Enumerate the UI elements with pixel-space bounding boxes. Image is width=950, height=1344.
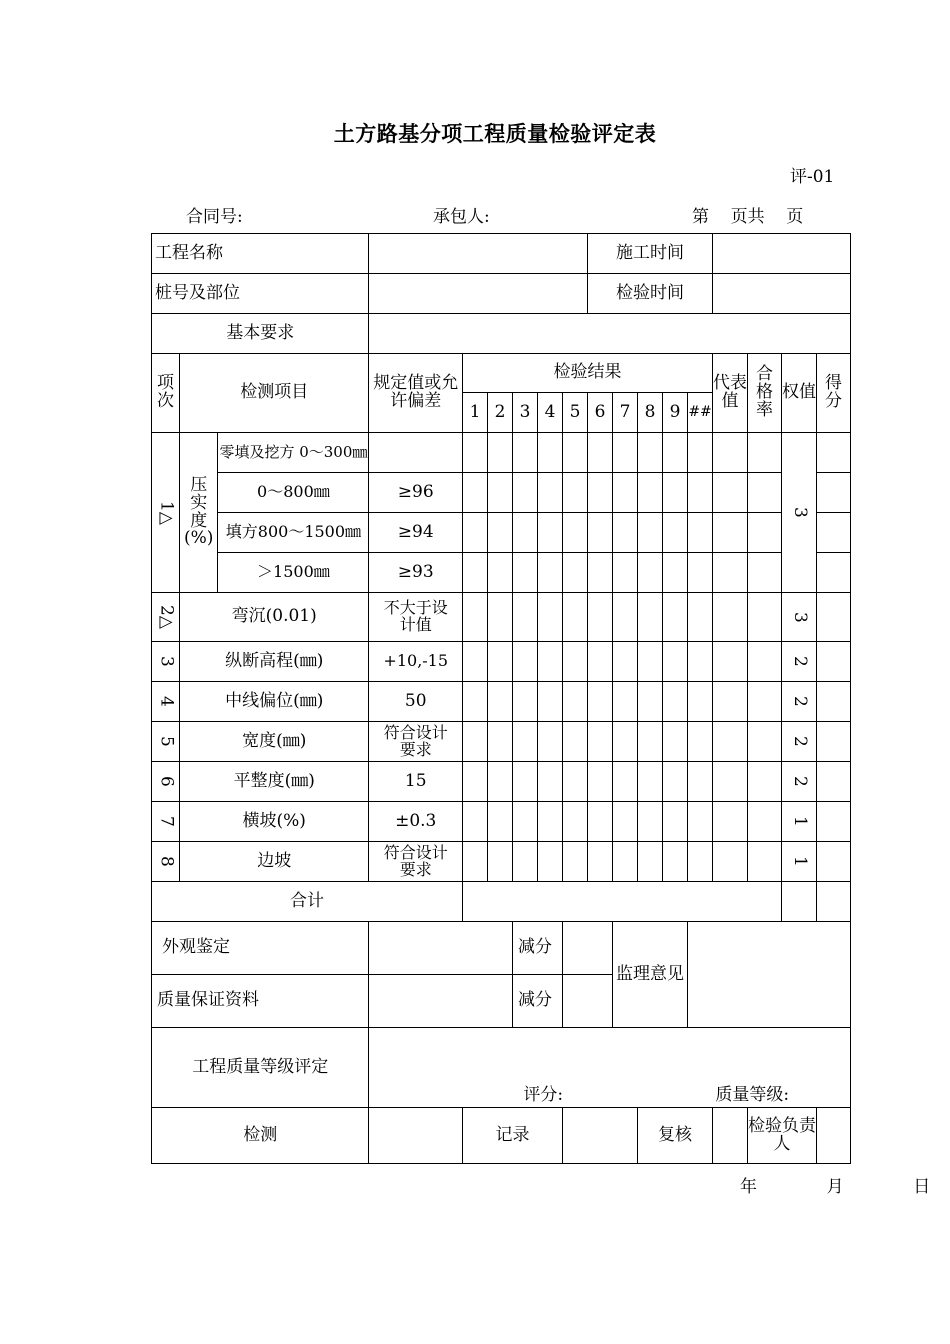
item-result-cell[interactable] bbox=[588, 802, 613, 842]
item-result-cell[interactable] bbox=[638, 762, 663, 802]
result-col-2: 2 bbox=[488, 393, 513, 433]
item-result-cell[interactable] bbox=[513, 642, 538, 682]
compact-result-cell[interactable] bbox=[713, 513, 748, 553]
compact-result-cell[interactable] bbox=[688, 433, 713, 473]
item-result-cell[interactable] bbox=[513, 842, 538, 882]
item-result-cell[interactable] bbox=[713, 762, 748, 802]
result-col-5: 5 bbox=[563, 393, 588, 433]
item-result-cell[interactable] bbox=[563, 642, 588, 682]
compact-result-cell[interactable] bbox=[538, 553, 563, 593]
item-result-cell[interactable] bbox=[663, 842, 688, 882]
item-result-cell[interactable] bbox=[713, 802, 748, 842]
item-no: 8 bbox=[152, 842, 180, 882]
item-result-cell[interactable] bbox=[563, 682, 588, 722]
supervisor-field[interactable] bbox=[688, 922, 851, 1028]
item-no: 5 bbox=[152, 722, 180, 762]
deduct-field[interactable] bbox=[563, 975, 613, 1028]
station-field[interactable] bbox=[369, 274, 588, 314]
compact-result-cell[interactable] bbox=[588, 433, 613, 473]
compact-result-cell[interactable] bbox=[488, 513, 513, 553]
result-col-4: 4 bbox=[538, 393, 563, 433]
item-name: 中线偏位(㎜) bbox=[180, 682, 369, 722]
item-result-cell[interactable] bbox=[488, 722, 513, 762]
item-weight: 1 bbox=[782, 842, 817, 882]
item-result-cell[interactable] bbox=[463, 722, 488, 762]
date-line: 年 月 日 bbox=[740, 1177, 931, 1197]
compact-sub-spec: ≥94 bbox=[369, 513, 463, 553]
item-result-cell[interactable] bbox=[748, 593, 782, 642]
appearance-label: 外观鉴定 bbox=[152, 922, 369, 975]
deduct-label: 减分 bbox=[513, 975, 563, 1028]
item-result-cell[interactable] bbox=[613, 593, 638, 642]
compact-result-cell[interactable] bbox=[588, 473, 613, 513]
basic-req-field[interactable] bbox=[369, 314, 851, 354]
item-result-cell[interactable] bbox=[613, 642, 638, 682]
compact-result-cell[interactable] bbox=[513, 473, 538, 513]
item-result-cell[interactable] bbox=[488, 682, 513, 722]
compact-result-cell[interactable] bbox=[613, 433, 638, 473]
deduct-field[interactable] bbox=[563, 922, 613, 975]
item-result-cell[interactable] bbox=[713, 722, 748, 762]
item-result-cell[interactable] bbox=[713, 642, 748, 682]
item-result-cell[interactable] bbox=[748, 762, 782, 802]
compact-result-cell[interactable] bbox=[613, 513, 638, 553]
compact-result-cell[interactable] bbox=[713, 553, 748, 593]
compact-result-cell[interactable] bbox=[463, 513, 488, 553]
compact-result-cell[interactable] bbox=[748, 433, 782, 473]
item-result-cell[interactable] bbox=[488, 593, 513, 642]
sign-test-field[interactable] bbox=[369, 1108, 463, 1164]
compact-sub-name: 0～800㎜ bbox=[218, 473, 369, 513]
sign-record-field[interactable] bbox=[563, 1108, 638, 1164]
construction-time-label: 施工时间 bbox=[588, 234, 713, 274]
item-result-cell[interactable] bbox=[748, 842, 782, 882]
item-result-cell[interactable] bbox=[663, 802, 688, 842]
col-test-item: 检测项目 bbox=[180, 354, 369, 433]
item-spec: 符合设计要求 bbox=[369, 722, 463, 762]
page-label: 第 页共 页 bbox=[692, 207, 804, 227]
item-result-cell[interactable] bbox=[488, 762, 513, 802]
col-pass: 合格率 bbox=[748, 354, 782, 433]
basic-req-label: 基本要求 bbox=[152, 314, 369, 354]
compact-result-cell[interactable] bbox=[663, 473, 688, 513]
compact-sub-spec: ≥96 bbox=[369, 473, 463, 513]
item-result-cell[interactable] bbox=[613, 722, 638, 762]
supervisor-label: 监理意见 bbox=[613, 922, 688, 1028]
sign-head-field[interactable] bbox=[817, 1108, 851, 1164]
compact-result-cell[interactable] bbox=[663, 433, 688, 473]
compact-sub-name: 零填及挖方 0～300㎜ bbox=[218, 433, 369, 473]
total-label: 合计 bbox=[152, 882, 463, 922]
item-result-cell[interactable] bbox=[588, 762, 613, 802]
item-result-cell[interactable] bbox=[538, 722, 563, 762]
col-results: 检验结果 bbox=[463, 354, 713, 393]
col-spec: 规定值或允许偏差 bbox=[369, 354, 463, 433]
form-code: 评-01 bbox=[790, 167, 835, 187]
sign-record-label: 记录 bbox=[463, 1108, 563, 1164]
compact-sub-spec: ≥93 bbox=[369, 553, 463, 593]
inspection-time-label: 检验时间 bbox=[588, 274, 713, 314]
compact-result-cell[interactable] bbox=[588, 513, 613, 553]
compact-result-cell[interactable] bbox=[638, 433, 663, 473]
item-result-cell[interactable] bbox=[513, 593, 538, 642]
compact-result-cell[interactable] bbox=[638, 513, 663, 553]
total-weight bbox=[782, 882, 817, 922]
total-field[interactable] bbox=[463, 882, 782, 922]
item-result-cell[interactable] bbox=[748, 722, 782, 762]
compact-result-cell[interactable] bbox=[563, 513, 588, 553]
compact-result-cell[interactable] bbox=[463, 433, 488, 473]
item-result-cell[interactable] bbox=[463, 802, 488, 842]
compact-score[interactable] bbox=[817, 473, 851, 513]
col-item-no: 项次 bbox=[152, 354, 180, 433]
item-weight: 2 bbox=[782, 762, 817, 802]
compact-result-cell[interactable] bbox=[588, 553, 613, 593]
item-result-cell[interactable] bbox=[638, 642, 663, 682]
item-result-cell[interactable] bbox=[538, 593, 563, 642]
compact-result-cell[interactable] bbox=[513, 433, 538, 473]
item-spec: +10,-15 bbox=[369, 642, 463, 682]
item-score[interactable] bbox=[817, 722, 851, 762]
item-result-cell[interactable] bbox=[538, 802, 563, 842]
grade-label: 质量等级: bbox=[715, 1085, 790, 1106]
grade-eval-field[interactable] bbox=[369, 1028, 851, 1108]
inspection-time-field[interactable] bbox=[713, 274, 851, 314]
station-label: 桩号及部位 bbox=[152, 274, 369, 314]
item-result-cell[interactable] bbox=[613, 762, 638, 802]
compact-result-cell[interactable] bbox=[613, 553, 638, 593]
col-score: 得分 bbox=[817, 354, 851, 433]
item-result-cell[interactable] bbox=[688, 722, 713, 762]
construction-time-field[interactable] bbox=[713, 234, 851, 274]
compact-result-cell[interactable] bbox=[713, 433, 748, 473]
item-result-cell[interactable] bbox=[463, 593, 488, 642]
compact-result-cell[interactable] bbox=[463, 553, 488, 593]
page-title: 土方路基分项工程质量检验评定表 bbox=[333, 121, 657, 146]
item-score[interactable] bbox=[817, 762, 851, 802]
compact-sub-name: ＞1500㎜ bbox=[218, 553, 369, 593]
item-result-cell[interactable] bbox=[588, 593, 613, 642]
compact-result-cell[interactable] bbox=[513, 553, 538, 593]
compact-result-cell[interactable] bbox=[538, 513, 563, 553]
sign-review-label: 复核 bbox=[638, 1108, 713, 1164]
result-col-9: 9 bbox=[663, 393, 688, 433]
compact-result-cell[interactable] bbox=[688, 553, 713, 593]
item-no: 2△ bbox=[152, 593, 180, 642]
quality-docs-field[interactable] bbox=[369, 975, 513, 1028]
item-no: 7 bbox=[152, 802, 180, 842]
compact-result-cell[interactable] bbox=[663, 553, 688, 593]
item-result-cell[interactable] bbox=[538, 682, 563, 722]
item-result-cell[interactable] bbox=[563, 842, 588, 882]
item-result-cell[interactable] bbox=[488, 802, 513, 842]
compact-score[interactable] bbox=[817, 433, 851, 473]
item-result-cell[interactable] bbox=[513, 802, 538, 842]
item-name: 平整度(㎜) bbox=[180, 762, 369, 802]
compact-score[interactable] bbox=[817, 513, 851, 553]
compact-result-cell[interactable] bbox=[748, 513, 782, 553]
result-col-8: 8 bbox=[638, 393, 663, 433]
item-result-cell[interactable] bbox=[488, 842, 513, 882]
compact-result-cell[interactable] bbox=[638, 553, 663, 593]
item-name: 宽度(㎜) bbox=[180, 722, 369, 762]
project-name-field[interactable] bbox=[369, 234, 588, 274]
compact-result-cell[interactable] bbox=[563, 473, 588, 513]
compact-result-cell[interactable] bbox=[488, 553, 513, 593]
item-result-cell[interactable] bbox=[563, 802, 588, 842]
item-result-cell[interactable] bbox=[513, 682, 538, 722]
item-name: 弯沉(0.01) bbox=[180, 593, 369, 642]
item-spec: ±0.3 bbox=[369, 802, 463, 842]
sign-review-field[interactable] bbox=[713, 1108, 748, 1164]
item-result-cell[interactable] bbox=[513, 762, 538, 802]
item-spec: 50 bbox=[369, 682, 463, 722]
contract-label: 合同号: bbox=[186, 207, 243, 227]
compact-result-cell[interactable] bbox=[538, 473, 563, 513]
compact-sub-spec bbox=[369, 433, 463, 473]
compact-result-cell[interactable] bbox=[638, 473, 663, 513]
compact-result-cell[interactable] bbox=[563, 553, 588, 593]
item-result-cell[interactable] bbox=[463, 682, 488, 722]
item-score[interactable] bbox=[817, 642, 851, 682]
item-result-cell[interactable] bbox=[663, 642, 688, 682]
compact-result-cell[interactable] bbox=[513, 513, 538, 553]
item-weight: 2 bbox=[782, 682, 817, 722]
compact-result-cell[interactable] bbox=[748, 553, 782, 593]
item-spec: 符合设计要求 bbox=[369, 842, 463, 882]
item-result-cell[interactable] bbox=[538, 642, 563, 682]
deduct-label: 减分 bbox=[513, 922, 563, 975]
compact-result-cell[interactable] bbox=[688, 513, 713, 553]
item-spec: 不大于设计值 bbox=[369, 593, 463, 642]
item-result-cell[interactable] bbox=[663, 762, 688, 802]
compact-score[interactable] bbox=[817, 553, 851, 593]
item-result-cell[interactable] bbox=[748, 642, 782, 682]
compact-result-cell[interactable] bbox=[463, 473, 488, 513]
item-result-cell[interactable] bbox=[638, 722, 663, 762]
evaluation-table bbox=[151, 233, 851, 1164]
item-weight: 1 bbox=[782, 802, 817, 842]
compact-result-cell[interactable] bbox=[688, 473, 713, 513]
result-col-6: 6 bbox=[588, 393, 613, 433]
item-result-cell[interactable] bbox=[688, 762, 713, 802]
sign-test-label: 检测 bbox=[152, 1108, 369, 1164]
compact-result-cell[interactable] bbox=[748, 473, 782, 513]
item-score[interactable] bbox=[817, 842, 851, 882]
item-result-cell[interactable] bbox=[588, 722, 613, 762]
col-weight: 权值 bbox=[782, 354, 817, 433]
compact-label: 压实度(%) bbox=[180, 433, 218, 593]
item-result-cell[interactable] bbox=[588, 682, 613, 722]
item-result-cell[interactable] bbox=[538, 762, 563, 802]
item-result-cell[interactable] bbox=[588, 842, 613, 882]
appearance-field[interactable] bbox=[369, 922, 513, 975]
item-result-cell[interactable] bbox=[688, 593, 713, 642]
item-result-cell[interactable] bbox=[563, 762, 588, 802]
item-weight: 2 bbox=[782, 722, 817, 762]
result-col-1: 1 bbox=[463, 393, 488, 433]
grade-eval-label: 工程质量等级评定 bbox=[152, 1028, 369, 1108]
item-result-cell[interactable] bbox=[663, 593, 688, 642]
col-rep: 代表值 bbox=[713, 354, 748, 433]
compact-sub-name: 填方800～1500㎜ bbox=[218, 513, 369, 553]
item-spec: 15 bbox=[369, 762, 463, 802]
result-col-3: 3 bbox=[513, 393, 538, 433]
compact-result-cell[interactable] bbox=[563, 433, 588, 473]
compact-result-cell[interactable] bbox=[663, 513, 688, 553]
item-result-cell[interactable] bbox=[688, 842, 713, 882]
project-name-label: 工程名称 bbox=[152, 234, 369, 274]
item-result-cell[interactable] bbox=[563, 722, 588, 762]
item-result-cell[interactable] bbox=[638, 682, 663, 722]
item-result-cell[interactable] bbox=[638, 842, 663, 882]
item-name: 横坡(%) bbox=[180, 802, 369, 842]
item-result-cell[interactable] bbox=[563, 593, 588, 642]
item-result-cell[interactable] bbox=[538, 842, 563, 882]
item-result-cell[interactable] bbox=[688, 682, 713, 722]
result-col-10: ## bbox=[688, 393, 713, 433]
item-result-cell[interactable] bbox=[663, 722, 688, 762]
item-result-cell[interactable] bbox=[713, 593, 748, 642]
item-result-cell[interactable] bbox=[713, 682, 748, 722]
item-score[interactable] bbox=[817, 682, 851, 722]
item-result-cell[interactable] bbox=[613, 682, 638, 722]
score-label: 评分: bbox=[523, 1085, 564, 1106]
item-result-cell[interactable] bbox=[638, 802, 663, 842]
item-score[interactable] bbox=[817, 593, 851, 642]
item-weight: 3 bbox=[782, 593, 817, 642]
contractor-label: 承包人: bbox=[433, 207, 490, 227]
result-col-7: 7 bbox=[613, 393, 638, 433]
item-result-cell[interactable] bbox=[613, 842, 638, 882]
compact-result-cell[interactable] bbox=[713, 473, 748, 513]
item-score[interactable] bbox=[817, 802, 851, 842]
item-result-cell[interactable] bbox=[688, 802, 713, 842]
item-weight: 2 bbox=[782, 642, 817, 682]
item-result-cell[interactable] bbox=[748, 802, 782, 842]
item-result-cell[interactable] bbox=[638, 593, 663, 642]
item-result-cell[interactable] bbox=[463, 842, 488, 882]
item-result-cell[interactable] bbox=[488, 642, 513, 682]
item-result-cell[interactable] bbox=[688, 642, 713, 682]
item-no: 4 bbox=[152, 682, 180, 722]
compact-no: 1△ bbox=[152, 433, 180, 593]
item-result-cell[interactable] bbox=[713, 842, 748, 882]
item-no: 3 bbox=[152, 642, 180, 682]
compact-result-cell[interactable] bbox=[488, 473, 513, 513]
item-name: 纵断高程(㎜) bbox=[180, 642, 369, 682]
item-result-cell[interactable] bbox=[613, 802, 638, 842]
item-result-cell[interactable] bbox=[513, 722, 538, 762]
compact-weight: 3 bbox=[782, 433, 817, 593]
item-no: 6 bbox=[152, 762, 180, 802]
item-result-cell[interactable] bbox=[663, 682, 688, 722]
item-result-cell[interactable] bbox=[463, 642, 488, 682]
compact-result-cell[interactable] bbox=[488, 433, 513, 473]
compact-result-cell[interactable] bbox=[538, 433, 563, 473]
sign-head-label: 检验负责人 bbox=[748, 1108, 817, 1164]
item-result-cell[interactable] bbox=[463, 762, 488, 802]
item-result-cell[interactable] bbox=[588, 642, 613, 682]
compact-result-cell[interactable] bbox=[613, 473, 638, 513]
total-score[interactable] bbox=[817, 882, 851, 922]
item-name: 边坡 bbox=[180, 842, 369, 882]
item-result-cell[interactable] bbox=[748, 682, 782, 722]
quality-docs-label: 质量保证资料 bbox=[152, 975, 369, 1028]
